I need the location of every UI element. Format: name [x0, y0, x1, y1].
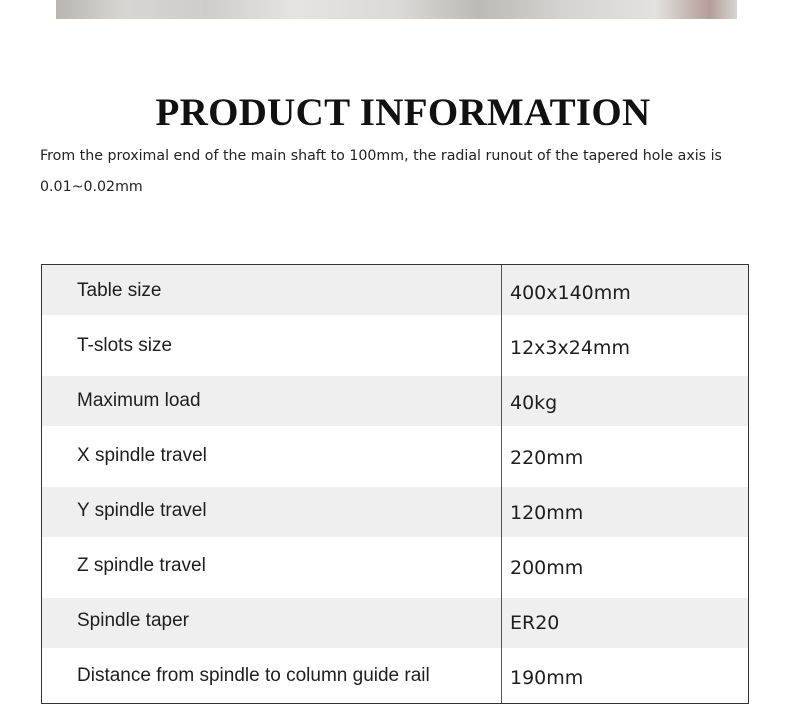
spec-label: Distance from spindle to column guide rail [77, 665, 430, 686]
spec-row [42, 265, 748, 315]
spec-value: 400x140mm [510, 282, 631, 304]
column-divider [501, 265, 502, 703]
spec-row [42, 487, 748, 537]
spec-label: Table size [77, 280, 162, 301]
section-title: PRODUCT INFORMATION [155, 91, 651, 134]
spec-row [42, 315, 748, 376]
spec-value: 12x3x24mm [510, 337, 630, 359]
spec-row [42, 537, 748, 598]
spec-value: ER20 [510, 612, 560, 634]
spec-row [42, 648, 748, 704]
spec-table [41, 264, 749, 704]
spec-value: 190mm [510, 667, 584, 689]
spec-row [42, 376, 748, 426]
spec-value: 220mm [510, 447, 584, 469]
spec-label: Z spindle travel [77, 555, 206, 576]
spec-value: 120mm [510, 502, 584, 524]
product-photo-strip [56, 0, 737, 19]
spec-label: Y spindle travel [77, 500, 207, 521]
spec-label: T-slots size [77, 335, 173, 356]
product-description: From the proximal end of the main shaft to 100mm, the radial runout of the tapered hole axis is 0.01~0.02mm [40, 148, 722, 195]
spec-label: Maximum load [77, 390, 201, 411]
spec-row [42, 426, 748, 487]
spec-value: 40kg [510, 392, 558, 414]
spec-value: 200mm [510, 557, 584, 579]
spec-row [42, 598, 748, 648]
spec-label: X spindle travel [77, 445, 207, 466]
spec-label: Spindle taper [77, 610, 189, 631]
